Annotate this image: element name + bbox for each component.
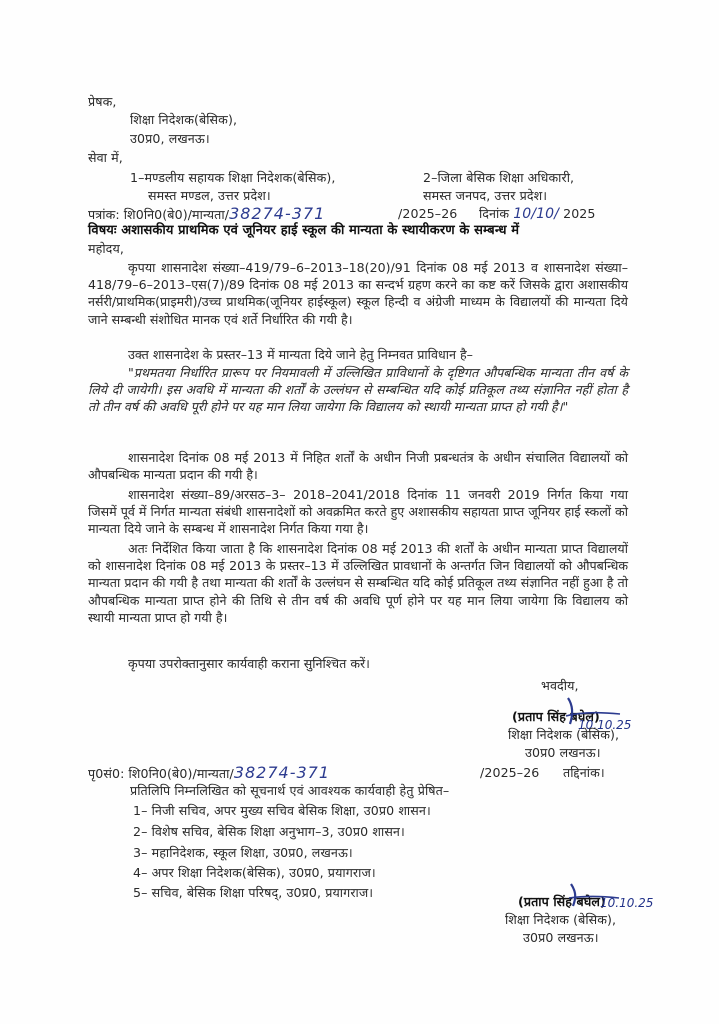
copy-list-item: 2– विशेष सचिव, बेसिक शिक्षा अनुभाग–3, उ0प्र0 शासन। [133, 824, 405, 839]
signature-1-name: (प्रताप सिंह बघेल) [512, 709, 600, 724]
signature-1-handwritten-note: 10.10.25 [578, 718, 632, 732]
recipient-2-line-2: समस्त जनपद, उत्तर प्रदेश। [423, 188, 548, 203]
paragraph-1 [88, 259, 628, 328]
sender-designation: शिक्षा निदेशक(बेसिक), [130, 112, 238, 127]
copy-list-item: 1– निजी सचिव, अपर मुख्य सचिव बेसिक शिक्षा, उ0प्र0 शासन। [133, 803, 431, 818]
letter-ref-prefix: पत्रांक: शि0नि0(बे0)/मान्यता/ [88, 207, 230, 222]
paragraph-4-text: शासनादेश दिनांक 08 मई 2013 में निहित शर्तों के अधीन निजी प्रबन्धतंत्र के अधीन संचालित विद्यालयों को औपबन्धिक मान्यता प्रदान की गयी है। [88, 450, 628, 483]
signature-2-place: उ0प्र0 लखनऊ। [523, 930, 599, 945]
copy-list-item: 3– महानिदेशक, स्कूल शिक्षा, उ0प्र0, लखनऊ। [133, 845, 353, 860]
signature-1-place: उ0प्र0 लखनऊ। [525, 745, 601, 760]
letter-date [479, 206, 596, 222]
paragraph-3-text: "प्रथमतया निर्धारित प्रारूप पर नियमावली में उल्लिखित प्राविधानों के दृष्टिगत औपबन्धिक मान्यता तीन वर्ष के लिये दी जायेगी। इस अवधि में मान्यता की शर्तों के उल्लंघन से सम्बन्धित यदि कोई प्रतिकूल तथ्य संज्ञानित नहीं होता है तो तीन वर्ष की अवधि पूरी होने पर यह मान लिया जायेगा कि विद्यालय को स्थायी मान्यता प्राप्त हो गयी है।" [88, 365, 628, 415]
paragraph-2-text: उक्त शासनादेश के प्रस्तर–13 में मान्यता दिये जाने हेतु निम्नवत प्राविधान है– [128, 347, 473, 362]
paragraph-6 [88, 540, 628, 626]
subject-line: विषयः अशासकीय प्राथमिक एवं जूनियर हाई स्कूल की मान्यता के स्थायीकरण के सम्बन्ध में [88, 223, 520, 238]
letter-ref-year: /2025–26 [398, 206, 458, 221]
recipient-2-line-1: 2–जिला बेसिक शिक्षा अधिकारी, [423, 170, 575, 185]
copy-list-item: 5– सचिव, बेसिक शिक्षा परिषद्, उ0प्र0, प्रयागराज। [133, 885, 374, 900]
paragraph-3-quote [88, 364, 628, 416]
letter-date-year: 2025 [563, 206, 596, 221]
sender-place: उ0प्र0, लखनऊ। [130, 131, 210, 146]
paragraph-2 [88, 346, 628, 363]
signature-2-name: (प्रताप सिंह बघेल) [518, 894, 606, 909]
letter-date-label: दिनांक [479, 206, 510, 221]
paragraph-6-text: अतः निर्देशित किया जाता है कि शासनादेश दिनांक 08 मई 2013 की शर्तों के अधीन मान्यता प्राप्त विद्यालयों को शासनादेश दिनांक 08 मई 2013 के प्रस्तर–13 में उल्लिखित प्रावधानों के अन्तर्गत जिन विद्यालयों को औपबन्धिक मान्यता प्रदान की गयी है तथा मान्यता की शर्तों के उल्लंघन से सम्बन्धित यदि कोई प्रतिकूल तथ्य संज्ञानित नहीं हुआ है तो औपबन्धिक मान्यता प्राप्त होने की तिथि से तीन वर्ष की अवधि पूर्ण होने पर यह मान लिया जायेगा कि विद्यालय को स्थायी मान्यता प्राप्त हो गयी है। [88, 541, 628, 625]
copy-intro: प्रतिलिपि निम्नलिखित को सूचनार्थ एवं आवश्यक कार्यवाही हेतु प्रेषित– [130, 783, 450, 798]
paragraph-7 [88, 655, 628, 672]
paragraph-5-text: शासनादेश संख्या–89/अरसठ–3– 2018–2041/2018 दिनांक 11 जनवरी 2019 निर्गत किया गया जिसमें पूर्व में निर्गत मान्यता संबंधी शासनादेशों को अवक्रमित करते हुए अशासकीय सहायता प्राप्त जूनियर हाई स्कलों को मान्यता दिये जाने के सम्बन्ध में शासनादेश निर्गत किया गया है। [88, 487, 628, 537]
sender-label: प्रेषक, [88, 94, 117, 109]
letter-reference [88, 206, 325, 223]
paragraph-7-text: कृपया उपरोक्तानुसार कार्यवाही कराना सुनिश्चित करें। [128, 656, 370, 671]
signature-2-designation: शिक्षा निदेशक (बेसिक), [505, 912, 617, 927]
signature-1-designation: शिक्षा निदेशक (बेसिक), [508, 727, 620, 742]
paragraph-4 [88, 449, 628, 483]
recipient-1-line-1: 1–मण्डलीय सहायक शिक्षा निदेशक(बेसिक), [130, 170, 336, 185]
salutation: महोदय, [88, 241, 124, 256]
copy-list-item: 4– अपर शिक्षा निदेशक(बेसिक), उ0प्र0, प्रयागराज। [133, 865, 376, 880]
recipients-label: सेवा में, [88, 150, 123, 165]
copy-ref-date: तद्दिनांक। [563, 765, 605, 780]
recipient-1-line-2: समस्त मण्डल, उत्तर प्रदेश। [148, 188, 271, 203]
paragraph-5 [88, 486, 628, 538]
copy-ref-number-handwritten: 38274-371 [233, 763, 331, 782]
letter-date-handwritten: 10/10/ [513, 206, 559, 222]
paragraph-1-text: कृपया शासनादेश संख्या–419/79–6–2013–18(20)/91 दिनांक 08 मई 2013 व शासनादेश संख्या–418/79–6–2013–एस(7)/89 दिनांक 08 मई 2013 का सन्दर्भ ग्रहण करने का कष्ट करें जिसके द्वारा अशासकीय नर्सरी/प्राथमिक(प्राइमरी)/उच्च प्राथमिक(जूनियर हाईस्कूल) स्कूल हिन्दी व अंग्रेजी माध्यम के विद्यालयों की मान्यता दिये जाने सम्बन्धी संशोधित मानक एवं शर्ते निर्धारित की गयी है। [88, 260, 628, 327]
letter-ref-number-handwritten: 38274-371 [229, 204, 326, 223]
copy-ref-year: /2025–26 [480, 765, 540, 780]
copy-reference [88, 765, 330, 782]
copy-ref-prefix: पृ0सं0: शि0नि0(बे0)/मान्यता/ [88, 766, 234, 781]
closing: भवदीय, [541, 678, 579, 693]
signature-2-handwritten-note: 10.10.25 [600, 896, 654, 910]
